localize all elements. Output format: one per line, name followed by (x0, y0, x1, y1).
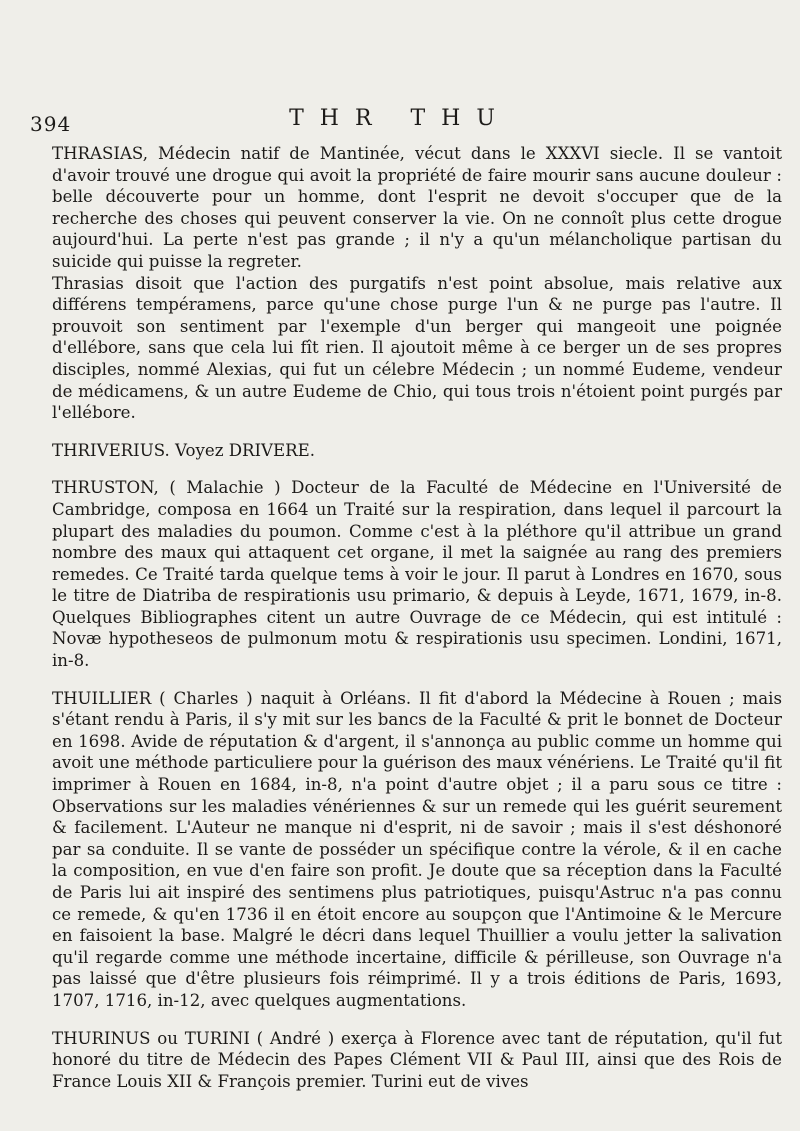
entry-thrasias (52, 143, 782, 424)
entry-thriverius (52, 440, 782, 462)
entry-paragraph: THRIVERIUS. Voyez DRIVERE. (52, 440, 316, 460)
page-body (52, 143, 782, 1092)
page-number: 394 (30, 112, 72, 136)
entry-thurinus (52, 1028, 782, 1093)
entry-paragraph: THUILLIER ( Charles ) naquit à Orléans. Il fit d'abord la Médecine à Rouen ; mais s'étant rendu à Paris, il s'y mit sur les bancs de la Faculté & prit le bonnet de Docteur en 1698. Avide de réputation & d'argent, il s'annonça au public comme un homme qui avoit une méthode particuliere pour la guérison des maux vénériens. Le Traité qu'il fit imprimer à Rouen en 1684, in-8, n'a point d'autre objet ; il a paru sous ce titre : Observations sur les maladies vénériennes & sur un remede qui les guérit seurement & facilement. L'Auteur ne manque ni d'esprit, ni de savoir ; mais il s'est déshonoré par sa conduite. Il se vante de posséder un spécifique contre la vérole, & il en cache la composition, en vue d'en faire son profit. Je doute que sa réception dans la Faculté de Paris lui ait inspiré des sentimens plus patriotiques, puisqu'Astruc n'a pas connu ce remede, & qu'en 1736 il en étoit encore au soupçon que l'Antimoine & le Mercure en faisoient la base. Malgré le décri dans lequel Thuillier a voulu jetter la salivation qu'il regarde comme une méthode incertaine, difficile & périlleuse, son Ouvrage n'a pas laissé que d'être plusieurs fois réimprimé. Il y a trois éditions de Paris, 1693, 1707, 1716, in-12, avec quelques augmentations. (52, 688, 782, 1010)
entry-paragraph: THRASIAS, Médecin natif de Mantinée, vécut dans le XXXVI siecle. Il se vantoit d'avoir trouvé une drogue qui avoit la propriété de faire mourir sans aucune douleur : belle découverte pour un homme, dont l'esprit ne devoit s'occuper que de la recherche des choses qui peuvent conserver la vie. On ne connoît plus cette drogue aujourd'hui. La perte n'est pas grande ; il n'y a qu'un mélancholique partisan du suicide qui puisse la regreter. (52, 144, 782, 271)
entry-thruston (52, 477, 782, 671)
entry-thuillier (52, 688, 782, 1012)
entry-paragraph: THURINUS ou TURINI ( André ) exerça à Florence avec tant de réputation, qu'il fut honoré du titre de Médecin des Papes Clément VII & Paul III, ainsi que des Rois de France Louis XII & François premier. Turini eut de vives (52, 1028, 782, 1091)
entry-paragraph: THRUSTON, ( Malachie ) Docteur de la Faculté de Médecine en l'Université de Cambridge, composa en 1664 un Traité sur la respiration, dans lequel il parcourt la plupart des maladies du poumon. Comme c'est à la pléthore qu'il attribue un grand nombre des maux qui attaquent cet organe, il met la saignée au rang des premiers remedes. Ce Traité tarda quelque tems à voir le jour. Il parut à Londres en 1670, sous le titre de Diatriba de respirationis usu primario, & depuis à Leyde, 1671, 1679, in-8. Quelques Bibliographes citent un autre Ouvrage de ce Médecin, qui est intitulé : Novæ hypotheseos de pulmonum motu & respirationis usu specimen. Londini, 1671, in-8. (52, 478, 782, 671)
running-head: THR THU (289, 106, 511, 131)
entry-paragraph: Thrasias disoit que l'action des purgatifs n'est point absolue, mais relative aux différens tempéramens, parce qu'une chose purge l'un & ne purge pas l'autre. Il prouvoit son sentiment par l'exemple d'un berger qui mangeoit une poignée d'ellébore, sans que cela lui fît rien. Il ajoutoit même à ce berger un de ses propres disciples, nommé Alexias, qui fut un célebre Médecin ; un nommé Eudeme, vendeur de médicamens, & un autre Eudeme de Chio, qui tous trois n'étoient point purgés par l'ellébore. (52, 273, 782, 423)
